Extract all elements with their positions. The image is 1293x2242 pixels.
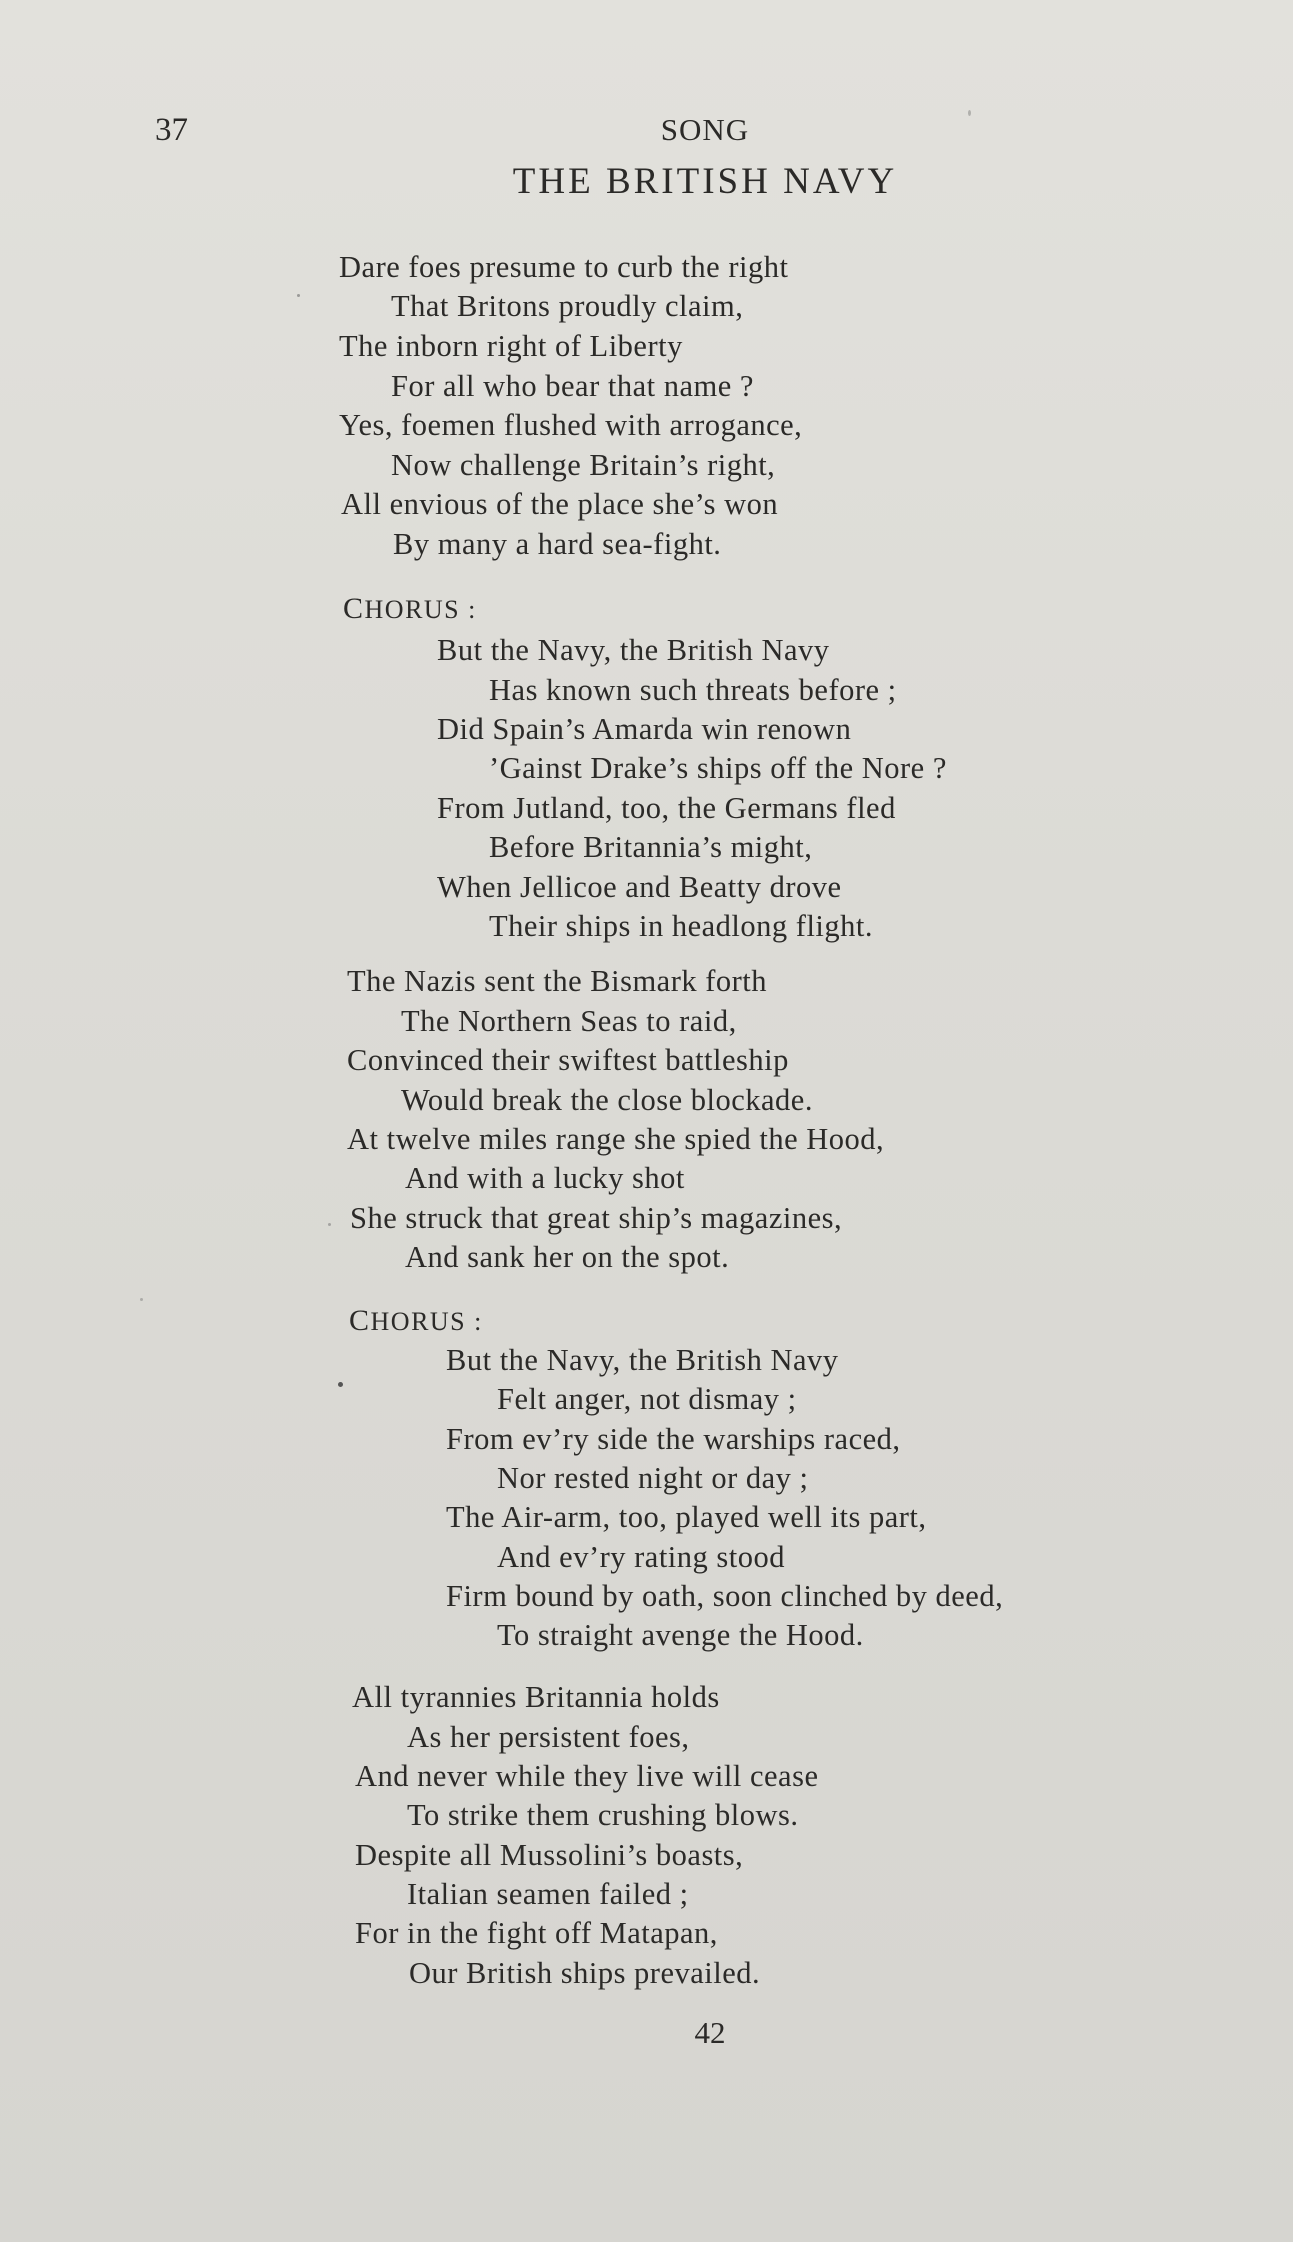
poem-line: Dare foes presume to curb the right	[339, 250, 789, 284]
poem-line: Felt anger, not dismay ;	[497, 1382, 797, 1416]
poem-line: Despite all Mussolini’s boasts,	[355, 1838, 744, 1872]
poem-line: And sank her on the spot.	[405, 1240, 730, 1274]
poem-line: As her persistent foes,	[407, 1720, 690, 1754]
poem-line: The inborn right of Liberty	[339, 329, 683, 363]
poem-line: Before Britannia’s might,	[489, 830, 813, 864]
poem-line: Our British ships prevailed.	[409, 1956, 761, 1990]
paper-speck	[968, 110, 971, 116]
poem-line: To straight avenge the Hood.	[497, 1618, 864, 1652]
poem-line: Firm bound by oath, soon clinched by deed,	[446, 1579, 1004, 1613]
poem-line: To strike them crushing blows.	[407, 1798, 799, 1832]
paper-speck	[338, 1382, 343, 1387]
chorus-label: CHORUS :	[343, 592, 477, 625]
poem-line: The Nazis sent the Bismark forth	[347, 964, 768, 998]
poem-line: Italian seamen failed ;	[407, 1877, 689, 1911]
poem-line: She struck that great ship’s magazines,	[350, 1201, 843, 1235]
poem-line: By many a hard sea-fight.	[393, 527, 722, 561]
poem-line: But the Navy, the British Navy	[446, 1343, 839, 1377]
poem-line: All tyrannies Britannia holds	[352, 1680, 720, 1714]
poem-line: The Air-arm, too, played well its part,	[446, 1500, 927, 1534]
song-number: 37	[155, 112, 188, 148]
paper-speck	[140, 1298, 143, 1301]
poem-line: That Britons proudly claim,	[391, 289, 744, 323]
poem-line: Nor rested night or day ;	[497, 1461, 809, 1495]
page-number: 42	[694, 2015, 726, 2050]
poem-line: All envious of the place she’s won	[341, 487, 779, 521]
poem-line: But the Navy, the British Navy	[437, 633, 830, 667]
paper-speck	[297, 294, 300, 297]
song-label: SONG	[660, 112, 750, 147]
song-title: THE BRITISH NAVY	[512, 161, 898, 202]
poem-line: Would break the close blockade.	[401, 1083, 813, 1117]
poem-line: At twelve miles range she spied the Hood,	[347, 1122, 885, 1156]
poem-line: ’Gainst Drake’s ships off the Nore ?	[489, 751, 947, 785]
poem-line: And ev’ry rating stood	[497, 1540, 785, 1574]
poem-line: Now challenge Britain’s right,	[391, 448, 776, 482]
poem-line: For all who bear that name ?	[391, 369, 754, 403]
poem-line: And with a lucky shot	[405, 1161, 685, 1195]
poem-line: From Jutland, too, the Germans fled	[437, 791, 896, 825]
poem-line: Convinced their swiftest battleship	[347, 1043, 789, 1077]
chorus-label: CHORUS :	[349, 1304, 483, 1337]
poem-line: From ev’ry side the warships raced,	[446, 1422, 901, 1456]
poem-line: When Jellicoe and Beatty drove	[437, 870, 842, 904]
poem-line: The Northern Seas to raid,	[401, 1004, 737, 1038]
paper-speck	[328, 1223, 331, 1226]
poem-line: Has known such threats before ;	[489, 673, 897, 707]
poem-line: Their ships in headlong flight.	[489, 909, 873, 943]
poem-line: Yes, foemen flushed with arrogance,	[339, 408, 803, 442]
poem-line: And never while they live will cease	[355, 1759, 819, 1793]
poem-line: For in the fight off Matapan,	[355, 1916, 718, 1950]
poem-line: Did Spain’s Amarda win renown	[437, 712, 852, 746]
